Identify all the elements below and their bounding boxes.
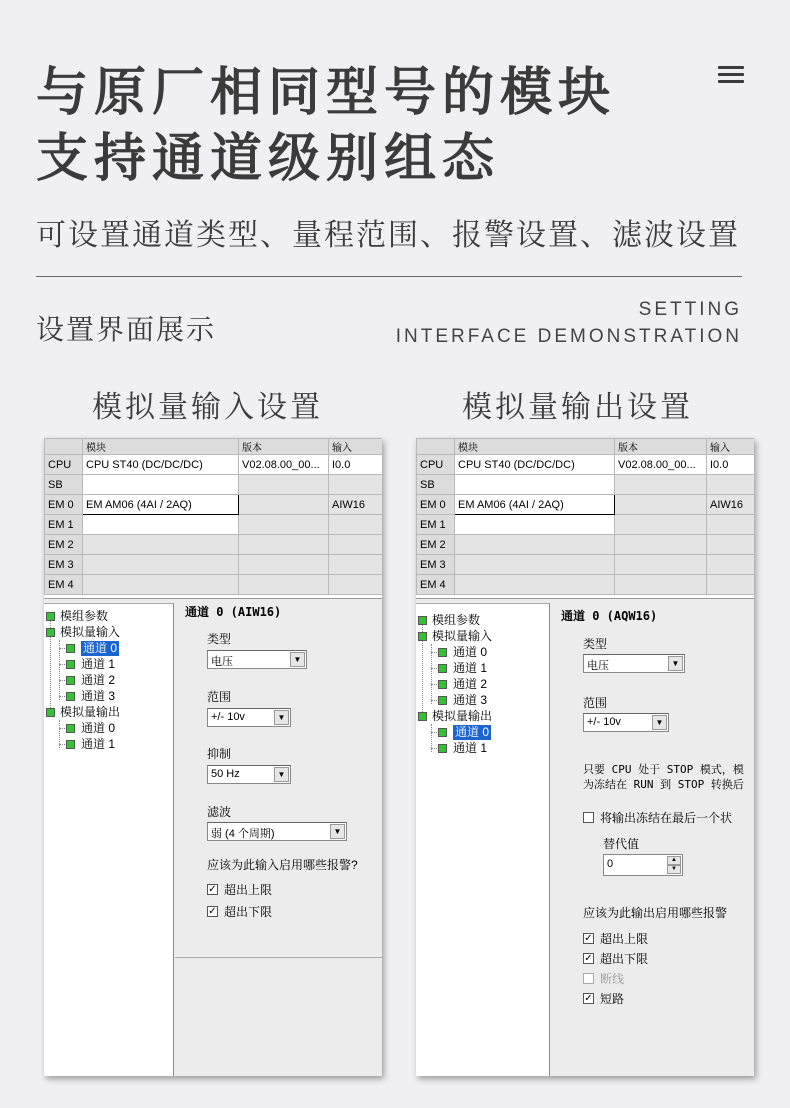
version-cell (615, 515, 707, 535)
header-version: 版本 (615, 439, 707, 455)
output-settings-window (416, 438, 754, 1076)
slot-cell: EM 3 (45, 555, 83, 575)
input-cell (329, 475, 383, 495)
slot-cell: EM 0 (45, 495, 83, 515)
alarm-upper-label: 超出上限 (600, 932, 649, 946)
type-label: 类型 (583, 637, 608, 651)
table-row[interactable] (45, 555, 383, 575)
green-square-icon (438, 648, 447, 657)
table-row[interactable] (45, 535, 383, 555)
tree-item-input-ch3[interactable] (438, 693, 487, 708)
module-cell[interactable] (83, 515, 239, 535)
input-cell (707, 575, 755, 595)
filter-select[interactable] (207, 822, 347, 841)
spin-up-icon[interactable]: ▲ (667, 856, 681, 865)
module-cell-selected[interactable]: EM AM06 (4AI / 2AQ) (83, 495, 239, 515)
header-slot (417, 439, 455, 455)
tree-item-input-ch2[interactable] (66, 673, 115, 688)
type-label: 类型 (207, 632, 232, 646)
green-square-icon (438, 664, 447, 673)
table-row[interactable] (45, 495, 383, 515)
tree-item-analog-output[interactable] (46, 705, 120, 720)
tree-item-input-ch0[interactable] (438, 645, 487, 660)
channel-properties (551, 599, 754, 1076)
module-cell[interactable] (455, 535, 615, 555)
tree-item-output-ch1[interactable] (438, 741, 487, 756)
tree-item-label: 通道 1 (453, 661, 488, 675)
green-square-icon (438, 744, 447, 753)
chevron-down-icon[interactable]: ▼ (274, 710, 289, 725)
alarm-wire-break-checkbox (583, 970, 624, 987)
module-cell[interactable]: CPU ST40 (DC/DC/DC) (455, 455, 615, 475)
green-square-icon (438, 696, 447, 705)
green-square-icon (438, 728, 447, 737)
range-select-value: +/- 10v (211, 711, 245, 723)
version-cell (239, 575, 329, 595)
section-title-en (396, 296, 742, 350)
module-cell[interactable] (455, 555, 615, 575)
version-cell (239, 475, 329, 495)
tree-item-input-ch1[interactable] (438, 661, 487, 676)
output-panel-title: 模拟量输出设置 (462, 390, 693, 425)
type-select[interactable] (207, 650, 307, 669)
tree-item-label: 通道 2 (81, 673, 116, 687)
version-cell (615, 475, 707, 495)
tree-item-input-ch2[interactable] (438, 677, 487, 692)
tree-item-label: 通道 3 (453, 693, 488, 707)
green-square-icon (46, 708, 55, 717)
hamburger-menu-icon[interactable] (718, 66, 744, 88)
green-square-icon (66, 724, 75, 733)
range-label: 范围 (207, 690, 232, 704)
tree-item-output-ch0[interactable] (438, 725, 491, 740)
table-row[interactable] (45, 455, 383, 475)
alarm-short-checkbox[interactable] (583, 990, 624, 1007)
reject-select-value: 50 Hz (211, 768, 240, 780)
config-tree (416, 603, 550, 1076)
substitute-value-spinner[interactable] (603, 854, 683, 876)
module-cell[interactable] (83, 575, 239, 595)
input-cell (707, 475, 755, 495)
alarm-question: 应该为此输出启用哪些报警 (583, 906, 728, 920)
empty-checkbox-icon[interactable] (583, 812, 594, 823)
input-cell (329, 555, 383, 575)
tree-item-input-ch3[interactable] (66, 689, 115, 704)
slot-cell: EM 2 (45, 535, 83, 555)
green-square-icon (418, 616, 427, 625)
freeze-output-checkbox[interactable] (583, 809, 732, 826)
range-select[interactable] (583, 713, 669, 732)
checkmark-icon[interactable]: ✓ (208, 906, 217, 917)
stop-note-line2: 为冻结在 RUN 到 STOP 转换后 (583, 778, 744, 791)
config-area (416, 598, 754, 1076)
tree-item-label: 通道 1 (81, 657, 116, 671)
module-table (44, 438, 382, 595)
slot-cell: EM 2 (417, 535, 455, 555)
input-cell: I0.0 (329, 455, 383, 475)
table-row[interactable] (45, 475, 383, 495)
input-cell (707, 515, 755, 535)
slot-cell: CPU (45, 455, 83, 475)
alarm-short-label: 短路 (600, 992, 625, 1006)
slot-cell: SB (45, 475, 83, 495)
alarm-question: 应该为此输入启用哪些报警? (207, 858, 358, 872)
separator (175, 957, 382, 958)
version-cell (239, 515, 329, 535)
version-cell: V02.08.00_00... (239, 455, 329, 475)
table-row[interactable] (45, 515, 383, 535)
type-select[interactable] (583, 654, 685, 673)
module-cell[interactable]: CPU ST40 (DC/DC/DC) (83, 455, 239, 475)
tree-item-module-params[interactable] (418, 613, 480, 628)
module-cell[interactable] (83, 535, 239, 555)
checkmark-icon[interactable]: ✓ (584, 993, 593, 1004)
type-select-value: 电压 (587, 660, 609, 672)
section-title-en-line1: SETTING (638, 299, 742, 320)
tree-item-label: 模拟量输出 (60, 705, 121, 719)
substitute-value: 0 (607, 858, 614, 870)
tree-item-label: 通道 2 (453, 677, 488, 691)
table-row[interactable] (417, 535, 755, 555)
config-tree (44, 603, 174, 1076)
green-square-icon (66, 644, 75, 653)
chevron-down-icon[interactable]: ▼ (652, 715, 667, 730)
green-square-icon (66, 740, 75, 749)
module-cell[interactable] (83, 475, 239, 495)
input-panel-title: 模拟量输入设置 (92, 390, 323, 425)
module-cell-selected[interactable]: EM AM06 (4AI / 2AQ) (455, 495, 615, 515)
range-label: 范围 (583, 696, 608, 710)
table-header-row (417, 439, 755, 455)
range-select[interactable] (207, 708, 291, 727)
tree-item-analog-output[interactable] (418, 709, 492, 724)
green-square-icon (418, 632, 427, 641)
alarm-lower-label: 超出下限 (224, 905, 273, 919)
green-square-icon (46, 628, 55, 637)
filter-label: 滤波 (207, 805, 232, 819)
substitute-label: 替代值 (603, 837, 640, 851)
channel-properties (175, 599, 382, 1076)
version-cell (239, 495, 329, 515)
module-cell[interactable] (455, 575, 615, 595)
table-row[interactable] (417, 455, 755, 475)
tree-item-label: 通道 1 (453, 741, 488, 755)
table-row[interactable] (417, 515, 755, 535)
tree-item-label: 通道 0 (81, 721, 116, 735)
freeze-output-label: 将输出冻结在最后一个状 (600, 811, 733, 825)
channel-heading: 通道 0 (AQW16) (561, 609, 658, 623)
green-square-icon (418, 712, 427, 721)
version-cell (615, 575, 707, 595)
section-title-en-line2: INTERFACE DEMONSTRATION (395, 326, 742, 347)
version-cell: V02.08.00_00... (615, 455, 707, 475)
slot-cell: CPU (417, 455, 455, 475)
version-cell (615, 495, 707, 515)
tree-item-label: 通道 0 (453, 645, 488, 659)
channel-heading: 通道 0 (AIW16) (185, 605, 282, 619)
table-row[interactable] (45, 575, 383, 595)
alarm-upper-checkbox[interactable] (207, 881, 272, 898)
checkmark-icon[interactable]: ✓ (584, 953, 593, 964)
reject-select[interactable] (207, 765, 291, 784)
tree-item-analog-input[interactable] (418, 629, 492, 644)
alarm-upper-label: 超出上限 (224, 883, 273, 897)
green-square-icon (46, 612, 55, 621)
section-title-cn: 设置界面展示 (36, 313, 217, 346)
tree-item-label: 模拟量输入 (60, 625, 121, 639)
chevron-down-icon[interactable]: ▼ (668, 656, 683, 671)
headline-line1: 与原厂相同型号的模块 (36, 63, 617, 123)
tree-item-label-selected: 通道 0 (455, 725, 490, 739)
input-cell: AIW16 (329, 495, 383, 515)
slot-cell: SB (417, 475, 455, 495)
input-cell (329, 515, 383, 535)
chevron-down-icon[interactable]: ▼ (330, 824, 345, 839)
green-square-icon (66, 660, 75, 669)
input-settings-window (44, 438, 382, 1076)
input-cell (329, 535, 383, 555)
alarm-upper-checkbox[interactable] (583, 930, 648, 947)
table-header-row (45, 439, 383, 455)
green-square-icon (66, 692, 75, 701)
input-cell: AIW16 (707, 495, 755, 515)
slot-cell: EM 4 (45, 575, 83, 595)
module-cell[interactable] (83, 555, 239, 575)
slot-cell: EM 1 (417, 515, 455, 535)
slot-cell: EM 0 (417, 495, 455, 515)
stop-note-line1: 只要 CPU 处于 STOP 模式，模 (583, 763, 744, 776)
table-row[interactable] (417, 575, 755, 595)
tree-item-analog-input[interactable] (46, 625, 120, 640)
header-input: 输入 (707, 439, 755, 455)
tree-item-label: 模组参数 (432, 613, 481, 627)
tree-item-label: 模拟量输入 (432, 629, 493, 643)
green-square-icon (66, 676, 75, 685)
reject-label: 抑制 (207, 747, 232, 761)
input-cell: I0.0 (707, 455, 755, 475)
tree-item-label: 模拟量输出 (432, 709, 493, 723)
table-row[interactable] (417, 555, 755, 575)
input-cell (707, 555, 755, 575)
tree-item-input-ch1[interactable] (66, 657, 115, 672)
version-cell (239, 555, 329, 575)
subtitle: 可设置通道类型、量程范围、报警设置、滤波设置 (36, 218, 740, 253)
config-area (44, 598, 382, 1076)
module-table (416, 438, 754, 595)
tree-item-label: 模组参数 (60, 609, 109, 623)
alarm-lower-label: 超出下限 (600, 952, 649, 966)
green-square-icon (438, 680, 447, 689)
input-cell (707, 535, 755, 555)
type-select-value: 电压 (211, 656, 233, 668)
module-cell[interactable] (455, 515, 615, 535)
table-row[interactable] (417, 495, 755, 515)
tree-item-label-selected: 通道 0 (83, 641, 118, 655)
headline-line2: 支持通道级别组态 (36, 129, 501, 189)
spin-down-icon[interactable]: ▼ (667, 865, 681, 874)
chevron-down-icon[interactable]: ▼ (290, 652, 305, 667)
divider (36, 276, 742, 277)
table-row[interactable] (417, 475, 755, 495)
chevron-down-icon[interactable]: ▼ (274, 767, 289, 782)
version-cell (615, 535, 707, 555)
tree-item-output-ch1[interactable] (66, 737, 115, 752)
header-slot (45, 439, 83, 455)
empty-checkbox-icon (583, 973, 594, 984)
input-cell (329, 575, 383, 595)
module-cell[interactable] (455, 475, 615, 495)
tree-item-label: 通道 3 (81, 689, 116, 703)
header-input: 输入 (329, 439, 383, 455)
alarm-lower-checkbox[interactable] (207, 903, 272, 920)
checkmark-icon[interactable]: ✓ (584, 933, 593, 944)
tree-item-module-params[interactable] (46, 609, 108, 624)
tree-item-input-ch0[interactable] (66, 641, 119, 656)
filter-select-value: 弱 (4 个周期) (211, 828, 275, 840)
header-version: 版本 (239, 439, 329, 455)
slot-cell: EM 1 (45, 515, 83, 535)
slot-cell: EM 3 (417, 555, 455, 575)
version-cell (239, 535, 329, 555)
alarm-wire-break-label: 断线 (600, 972, 625, 986)
header-module: 模块 (83, 439, 239, 455)
tree-item-output-ch0[interactable] (66, 721, 115, 736)
alarm-lower-checkbox[interactable] (583, 950, 648, 967)
version-cell (615, 555, 707, 575)
slot-cell: EM 4 (417, 575, 455, 595)
tree-item-label: 通道 1 (81, 737, 116, 751)
checkmark-icon[interactable]: ✓ (208, 884, 217, 895)
header-module: 模块 (455, 439, 615, 455)
range-select-value: +/- 10v (587, 716, 621, 728)
